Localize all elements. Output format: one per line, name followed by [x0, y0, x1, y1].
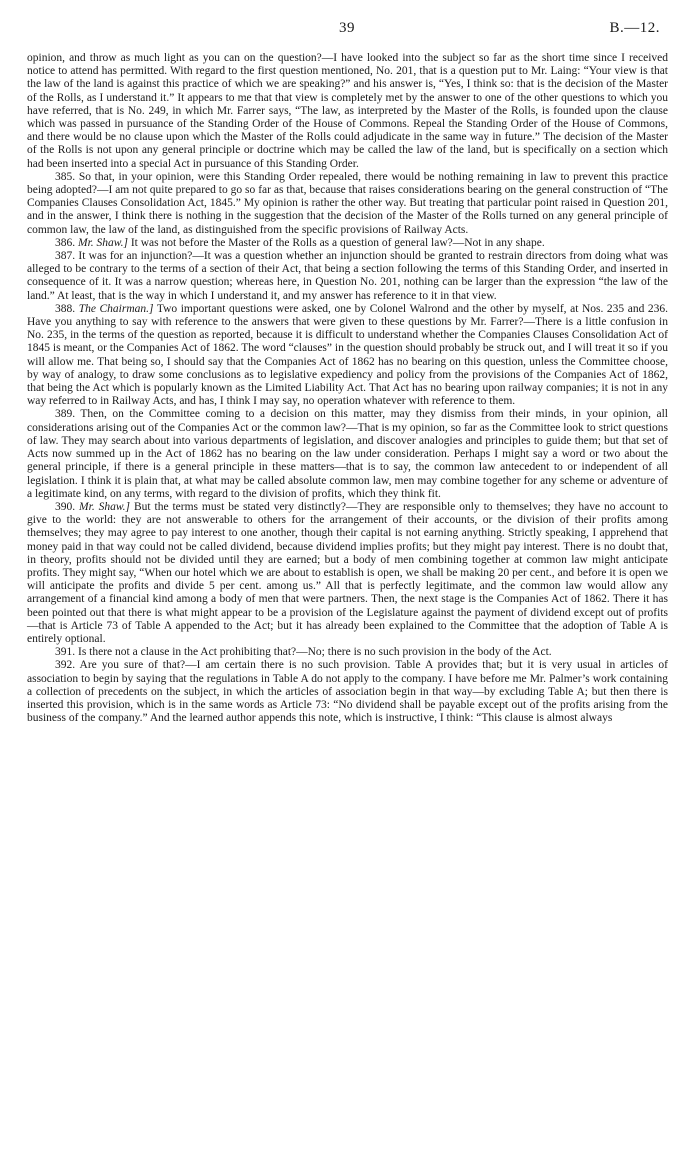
paragraph-text: opinion, and throw as much light as you can on the question?—I have looked into the subject so far as the short time since I received notice to attend has permitted. With regard to the first question mentioned, No. 201, that is a question put to Mr. Laing: “Your view is that the law of the land is against this practice of which we are speaking?” and his answer is, “Yes, I think so: that is the decision of the Master of the Rolls, as I understand it.” It appears to me that that view is completely met by the answer to one of the other questions to which you have referred, that is No. 249, in which Mr. Farrer says, “The law, as interpreted by the Master of the Rolls, is founded upon the clause which was passed in pursuance of the Standing Order of the House of Commons. Repeal the Standing Order of the House of Commons, and there would be no clause upon which the Master of the Rolls could adjudicate in the same way in future.” The decision of the Master of the Rolls is not upon any general principle or doctrine which may be called the law of the land, but is specifically on a section which had been inserted into a special Act in pursuance of this Standing Order.: [27, 52, 668, 170]
body-text: [27, 52, 668, 725]
paragraph-391: [27, 646, 668, 659]
paragraph-continued: [27, 52, 668, 171]
paragraph-text: So that, in your opinion, were this Standing Order repealed, there would be nothing remaining in law to prevent this practice being adopted?—I am not quite prepared to go so far as that, because that raises considerations bearing on the general construction of “The Companies Clauses Consolidation Act, 1845.” My opinion is rather the other way. But treating that particular point raised in Question 201, and in the answer, I think there is nothing in the suggestion that the decision of the Master of the Rolls turned on any general principle of common law, the law of the land, as distinguished from the specific provisions of Railway Acts.: [27, 170, 668, 236]
paragraph-text: Are you sure of that?—I am certain there is no such provision. Table A provides that; but it is very usual in articles of association to begin by saying that the regulations in Table A do not apply to the company. I have before me Mr. Palmer’s work containing a collection of precedents on the subject, in which the articles of association begin in that way—by excluding Table A; but then there is inserted this provision, which is in the same words as Article 73: “No dividend shall be payable except out of the profits arising from the business of the company.” And the learned author appends this note, which is instructive, I think: “This clause is almost always: [27, 659, 668, 725]
question-number: 387.: [55, 250, 76, 263]
paragraph-386: [27, 237, 668, 250]
speaker-label: Mr. Shaw.]: [79, 500, 131, 513]
question-number: 390.: [55, 500, 76, 513]
paragraph-text: Then, on the Committee coming to a decision on this matter, may they dismiss from their minds, in your opinion, all considerations arising out of the Companies Act or the common law?—That is my opinion, so far as the Committee look to strict questions of law. They may search about into various departments of legislation, and discover analogies and principles to guide them; but that set of Acts now summed up in the Act of 1862 has no bearing on the law under consideration. Perhaps I might say a word or two about the general principle, if there is a general principle in these matters—that is to say, the common law antecedent to or independent of all legislation. I think it is plain that, at what may be called absolute common law, men may combine together for any scheme or adventure of a legitimate kind, on any terms, with regard to the division of profits, which they think fit.: [27, 408, 668, 500]
question-number: 385.: [55, 170, 76, 183]
paragraph-389: [27, 408, 668, 500]
question-number: 386.: [55, 236, 76, 249]
speaker-label: The Chairman.]: [78, 302, 154, 315]
page-number: 39: [339, 20, 355, 36]
paragraph-385: [27, 171, 668, 237]
speaker-label: Mr. Shaw.]: [78, 236, 128, 249]
paragraph-390: [27, 501, 668, 646]
paragraph-text: But the terms must be stated very distinctly?—They are responsible only to themselves; they have no account to give to the world: they are not answerable to others for the arrangement of their accounts, or the division of their profits among themselves; they may agree to pay interest to one another, though their capital is not earning anything. Strictly speaking, I apprehend that money paid in that way could not be called dividend, because dividend implies profits; but they might pay interest. There is no doubt that, in theory, profits should not be divided until they are earned; but a body of men combining together at common law might anticipate profits. They might say, “When our hotel which we are about to establish is open, we shall be making 20 per cent., and before it is open we will anticipate the profits and divide 5 per cent. among us.” All that is perfectly legitimate, and the common law would allow any arrangement of a financial kind among a body of men that were partners. Then, the next stage is the Companies Act of 1862. There it has been pointed out that there is what might appear to be a provision of the Legislature against the payment of dividend except out of profits—that is Article 73 of Table A appended to the Act; but it has already been explained to the Committee that the adoption of Table A is entirely optional.: [27, 500, 669, 645]
paragraph-388: [27, 303, 668, 409]
paragraph-text: Is there not a clause in the Act prohibiting that?—No; there is no such provision in the body of the Act.: [78, 646, 552, 659]
paragraph-text: It was for an injunction?—It was a question whether an injunction should be granted to restrain directors from doing what was alleged to be contrary to the terms of a section of their Act, that being a section following the terms of this Standing Order, and inserted in consequence of it. It was a narrow question; whereas here, in Question No. 201, nothing can be larger than the expression “the law of the land.” At least, that is the way in which I understand it, and my answer has reference to it in that view.: [27, 250, 668, 302]
question-number: 392.: [55, 659, 76, 672]
question-number: 391.: [55, 646, 76, 659]
paragraph-392: [27, 659, 668, 725]
question-number: 389.: [55, 408, 76, 421]
question-number: 388.: [55, 302, 76, 315]
document-reference: B.—12.: [609, 20, 660, 36]
paragraph-text: Two important questions were asked, one by Colonel Walrond and the other by myself, at Nos. 235 and 236. Have you anything to say with reference to the answers that were given to these questions by Mr. Farrer?—There is a little confusion in No. 235, in the terms of the question as reported, because it is difficult to understand whether the Companies Clauses Consolidation Act of 1845 is meant, or the Companies Act of 1862. The word “clauses” in the question should probably be struck out, and I will treat it so if you will allow me. That being so, I should say that the Companies Act of 1862 has no bearing on this question, unless the Committee choose, by way of analogy, to draw some conclusions as to legislative expediency and policy from the provisions of the Companies Act of 1862, that being the Act which is popularly known as the Limited Liability Act. That Act has no bearing upon railway companies; it is not in any way referred to in Railway Acts, and has, I think I may say, no operation whatever with reference to them.: [27, 302, 669, 408]
paragraph-text: It was not before the Master of the Rolls as a question of general law?—Not in any shape.: [130, 236, 545, 249]
paragraph-387: [27, 250, 668, 303]
page-header: [0, 20, 700, 40]
